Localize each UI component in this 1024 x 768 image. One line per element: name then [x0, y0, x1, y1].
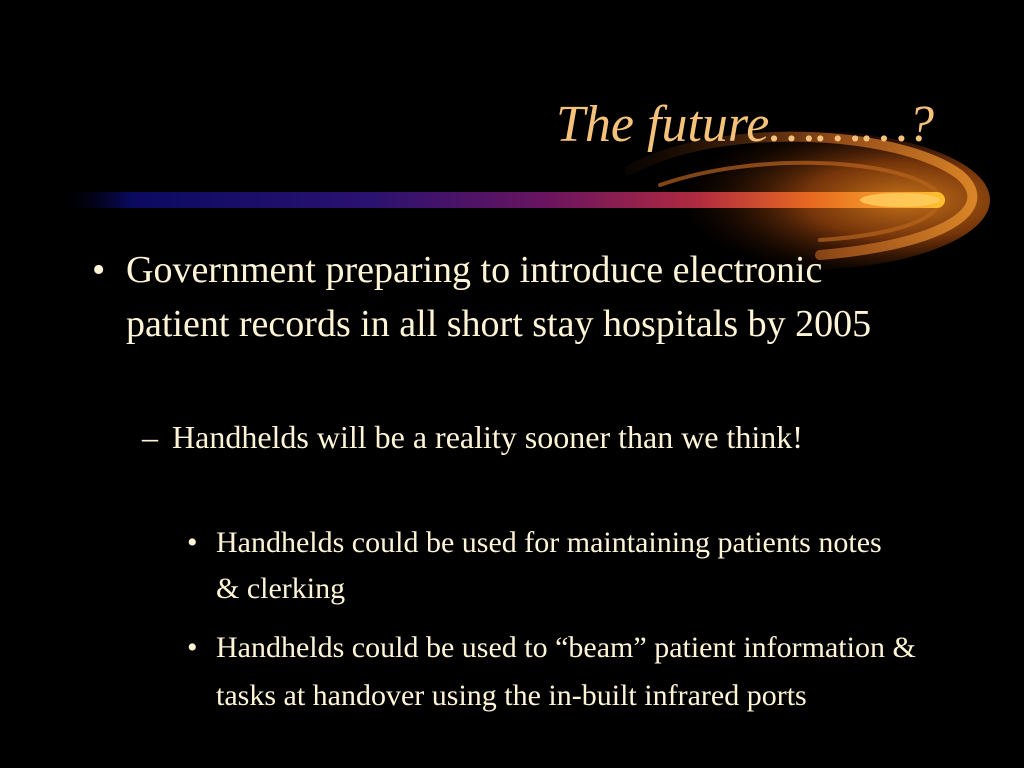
slide-title: The future………?: [556, 96, 934, 153]
dash-marker: –: [142, 419, 158, 455]
bullet-text: Handhelds could be used for maintaining patients notes & clerking: [216, 526, 882, 605]
bullet-level-2: [142, 414, 882, 460]
bullet-level-1: [92, 243, 892, 351]
bullet-level-3: [187, 520, 907, 612]
bullet-text: Government preparing to introduce electronic patient records in all short stay hospitals by 2005: [126, 249, 872, 345]
bullet-level-3: [187, 624, 917, 720]
bullet-marker: •: [187, 526, 198, 559]
bullet-text: Handhelds will be a reality sooner than we think!: [172, 419, 803, 455]
bullet-marker: •: [92, 249, 106, 291]
bullet-text: Handhelds could be used to “beam” patient information & tasks at handover using the in-built infrared ports: [216, 631, 916, 712]
bullet-marker: •: [187, 631, 198, 664]
